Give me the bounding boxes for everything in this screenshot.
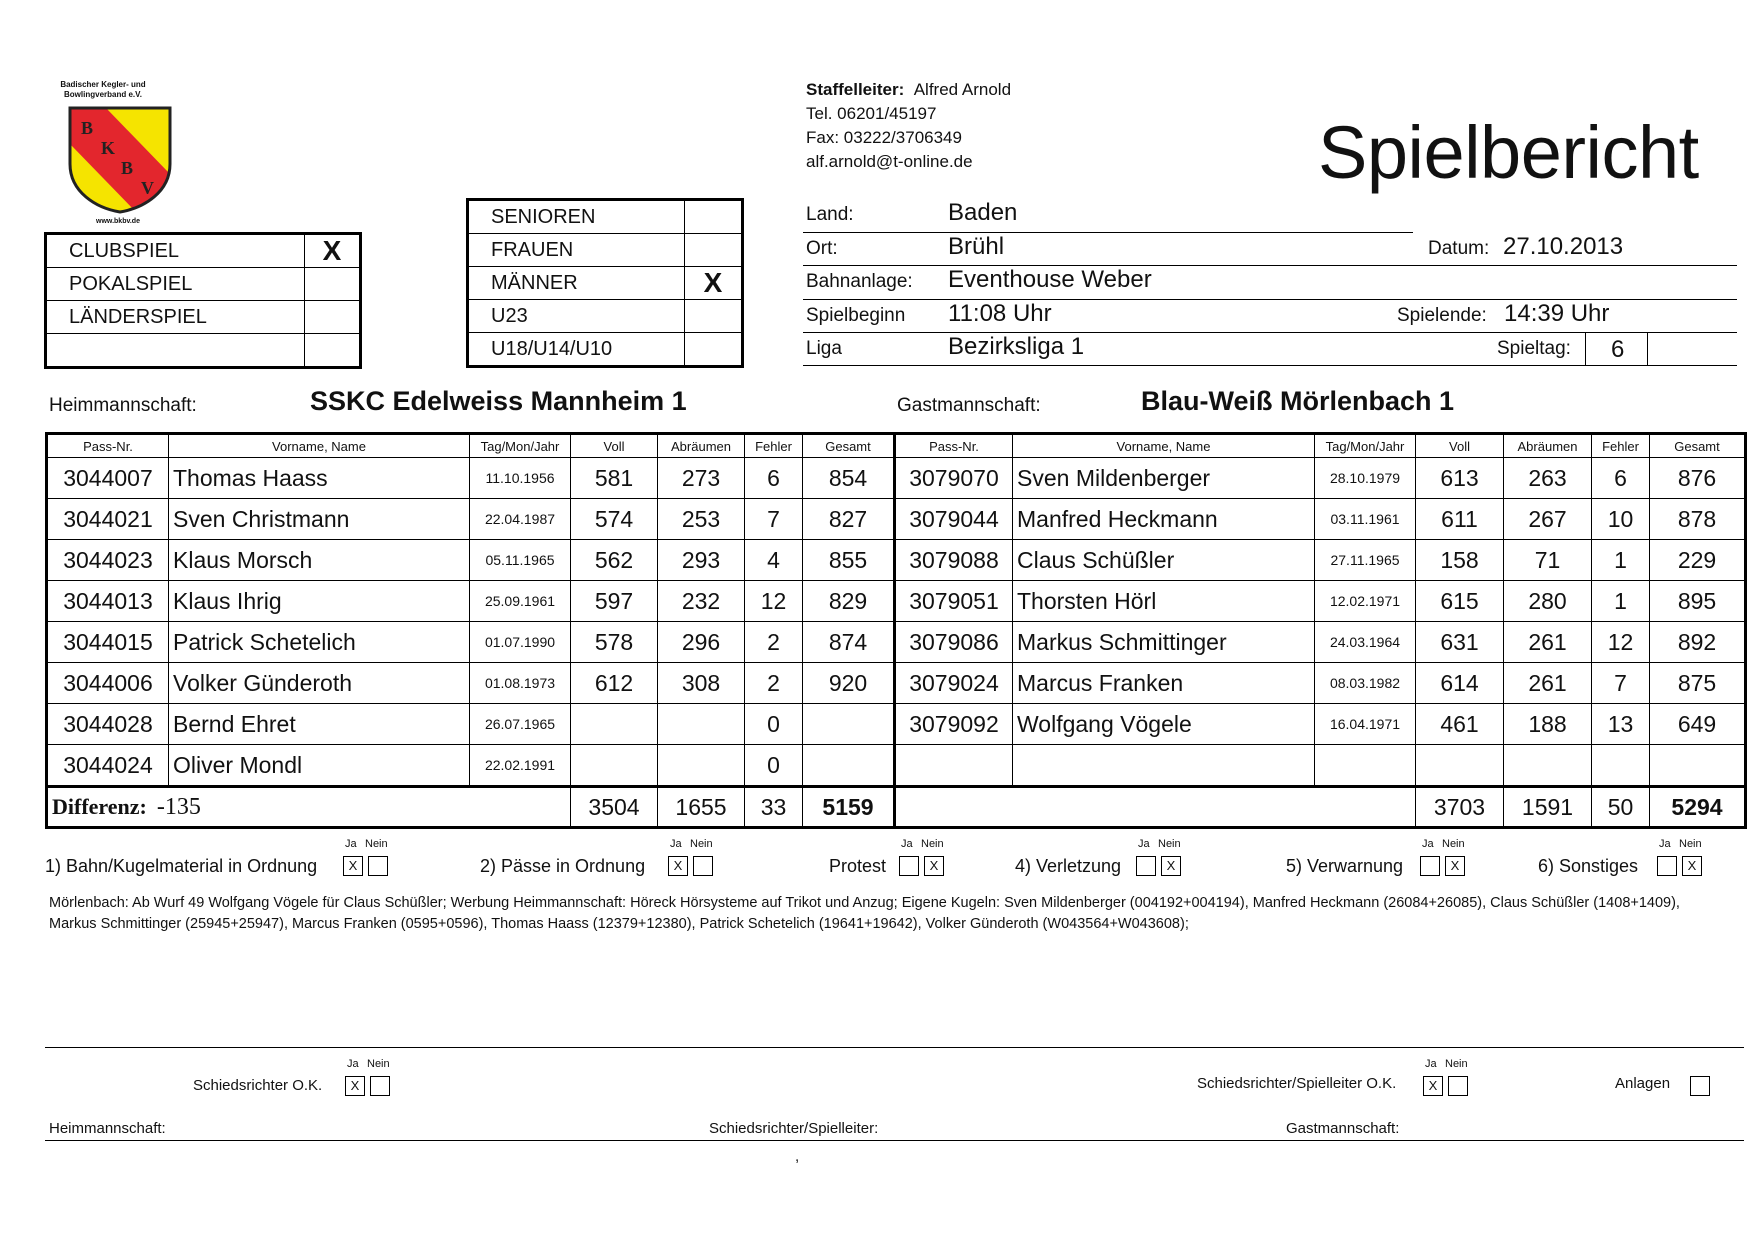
home-gesamt: 920 [803, 663, 895, 704]
logo-letter-b2: B [121, 158, 134, 178]
player-row [47, 540, 1746, 581]
check-nein-checkbox[interactable] [693, 856, 713, 876]
totals-row [47, 787, 1746, 828]
guest-pass-nr: 3079024 [895, 663, 1013, 704]
anlagen-checkbox[interactable] [1690, 1076, 1710, 1096]
results-header-row [47, 434, 1746, 458]
guest-fehler: 6 [1592, 458, 1650, 499]
spielbeginn-value: 11:08 Uhr [948, 300, 1052, 327]
check-ja-checkbox[interactable] [1657, 856, 1677, 876]
home-pass-nr: 3044013 [47, 581, 169, 622]
guest-gesamt: 229 [1650, 540, 1746, 581]
home-gesamt [803, 745, 895, 787]
check-ja-checkbox[interactable] [1136, 856, 1156, 876]
guest-pass-nr: 3079044 [895, 499, 1013, 540]
guest-birth-date: 16.04.1971 [1315, 704, 1416, 745]
home-pass-nr: 3044015 [47, 622, 169, 663]
contact-name: Alfred Arnold [913, 80, 1012, 99]
guest-fehler: 12 [1592, 622, 1650, 663]
category-row [468, 333, 743, 367]
home-total-fehler: 33 [745, 787, 803, 828]
nein-label: Nein [921, 838, 944, 850]
home-pass-nr: 3044021 [47, 499, 169, 540]
guest-abraeumen: 263 [1504, 458, 1592, 499]
home-birth-date: 22.04.1987 [470, 499, 571, 540]
home-abraeumen: 232 [658, 581, 745, 622]
liga-label: Liga [806, 338, 842, 359]
player-row [47, 704, 1746, 745]
guest-voll: 631 [1416, 622, 1504, 663]
ort-value: Brühl [948, 233, 1005, 260]
home-gesamt: 827 [803, 499, 895, 540]
guest-gesamt: 878 [1650, 499, 1746, 540]
check-ja-checkbox[interactable]: X [343, 856, 363, 876]
guest-abraeumen: 280 [1504, 581, 1592, 622]
guest-voll: 614 [1416, 663, 1504, 704]
datum-label: Datum: [1428, 238, 1490, 259]
guest-gesamt: 876 [1650, 458, 1746, 499]
spielende-label: Spielende: [1397, 305, 1487, 326]
guest-gesamt [1650, 745, 1746, 787]
check-item-label: 6) Sonstiges [1538, 856, 1639, 876]
home-gesamt: 874 [803, 622, 895, 663]
home-voll: 612 [571, 663, 658, 704]
home-player-name: Klaus Morsch [169, 540, 470, 581]
col-header: Fehler [1592, 434, 1650, 458]
col-header: Pass-Nr. [47, 434, 169, 458]
guest-birth-date: 03.11.1961 [1315, 499, 1416, 540]
game-type-mark[interactable] [305, 301, 361, 334]
guest-birth-date: 12.02.1971 [1315, 581, 1416, 622]
home-fehler: 0 [745, 745, 803, 787]
home-player-name: Klaus Ihrig [169, 581, 470, 622]
results-body [47, 458, 1746, 787]
ja-label: Ja [1659, 838, 1671, 850]
category-row [468, 300, 743, 333]
col-header: Abräumen [658, 434, 745, 458]
guest-total-voll: 3703 [1416, 787, 1504, 828]
check-item-label: 2) Pässe in Ordnung [480, 856, 646, 876]
home-team-name: SSKC Edelweiss Mannheim 1 [310, 386, 687, 416]
ja-label: Ja [347, 1058, 359, 1070]
home-abraeumen [658, 704, 745, 745]
guest-player-name [1013, 745, 1315, 787]
check-ja-checkbox[interactable] [899, 856, 919, 876]
col-header: Gesamt [1650, 434, 1746, 458]
home-pass-nr: 3044007 [47, 458, 169, 499]
guest-player-name: Marcus Franken [1013, 663, 1315, 704]
ja-label: Ja [1422, 838, 1434, 850]
page-title: Spielbericht [1318, 111, 1699, 194]
results-table [45, 432, 1747, 829]
game-type-label: POKALSPIEL [46, 268, 305, 301]
home-player-name: Oliver Mondl [169, 745, 470, 787]
guest-pass-nr: 3079086 [895, 622, 1013, 663]
home-abraeumen: 253 [658, 499, 745, 540]
check-ja-checkbox[interactable] [1420, 856, 1440, 876]
difference-value: -135 [156, 794, 201, 820]
game-type-label [46, 334, 305, 368]
player-row [47, 499, 1746, 540]
bahnanlage-value: Eventhouse Weber [948, 266, 1152, 293]
player-row [47, 581, 1746, 622]
home-birth-date: 11.10.1956 [470, 458, 571, 499]
contact-email[interactable]: alf.arnold@t-online.de [806, 152, 973, 171]
check-item-label: 4) Verletzung [1015, 856, 1122, 876]
guest-abraeumen: 261 [1504, 663, 1592, 704]
col-header: Tag/Mon/Jahr [470, 434, 571, 458]
check-nein-checkbox[interactable]: X [1682, 856, 1702, 876]
contact-label: Staffelleiter: [806, 80, 905, 99]
guest-voll: 461 [1416, 704, 1504, 745]
home-team-label: Heimmannschaft: [49, 395, 197, 416]
col-header: Voll [571, 434, 658, 458]
home-birth-date: 22.02.1991 [470, 745, 571, 787]
footer-mark: , [795, 1148, 800, 1165]
check-item-label: 5) Verwarnung [1286, 856, 1404, 876]
home-gesamt: 855 [803, 540, 895, 581]
home-voll: 597 [571, 581, 658, 622]
difference-label: Differenz: [52, 794, 147, 819]
category-row [468, 267, 743, 300]
check-nein-checkbox[interactable]: X [1445, 856, 1465, 876]
liga-value: Bezirksliga 1 [948, 333, 1085, 360]
signature-home-label: Heimmannschaft: [49, 1120, 166, 1137]
guest-abraeumen: 267 [1504, 499, 1592, 540]
contact-fax: Fax: 03222/3706349 [806, 128, 962, 147]
bahnanlage-label: Bahnanlage: [806, 271, 913, 292]
category-label: U23 [468, 300, 685, 333]
game-type-label: CLUBSPIEL [46, 234, 305, 268]
home-pass-nr: 3044006 [47, 663, 169, 704]
nein-label: Nein [365, 838, 388, 850]
guest-voll: 158 [1416, 540, 1504, 581]
guest-gesamt: 892 [1650, 622, 1746, 663]
guest-pass-nr: 3079092 [895, 704, 1013, 745]
land-value: Baden [948, 199, 1018, 226]
datum-value: 27.10.2013 [1503, 233, 1624, 260]
spielbeginn-label: Spielbeginn [806, 305, 906, 326]
home-abraeumen: 273 [658, 458, 745, 499]
nein-label: Nein [1679, 838, 1702, 850]
col-header: Pass-Nr. [895, 434, 1013, 458]
category-mark[interactable] [685, 200, 743, 234]
home-fehler: 6 [745, 458, 803, 499]
ja-label: Ja [670, 838, 682, 850]
player-row [47, 622, 1746, 663]
check-nein-checkbox[interactable] [368, 856, 388, 876]
guest-player-name: Manfred Heckmann [1013, 499, 1315, 540]
home-player-name: Sven Christmann [169, 499, 470, 540]
ref-leader-nein-checkbox[interactable] [1448, 1076, 1468, 1096]
nein-label: Nein [1445, 1058, 1468, 1070]
category-label: U18/U14/U10 [468, 333, 685, 367]
remarks-text: Mörlenbach: Ab Wurf 49 Wolfgang Vögele für Claus Schüßler; Werbung Heimmannschaft: Höreck Hörsysteme auf Trikot und Anzug; Eigene Kugeln: Sven Mildenberger (004192+004194), Manfred Heckmann (26084+26085), Claus Schüßler (1408+1409), Markus Schmittinger (25945+25947), Marcus Franken (0595+0596), Thomas Haass (12379+12380), Patrick Schetelich (19641+19642), Volker Günderoth (W043564+W043608); [49, 895, 1680, 932]
nein-label: Nein [367, 1058, 390, 1070]
nein-label: Nein [690, 838, 713, 850]
home-gesamt [803, 704, 895, 745]
guest-pass-nr: 3079051 [895, 581, 1013, 622]
ref-leader-ok-label: Schiedsrichter/Spielleiter O.K. [1197, 1075, 1397, 1092]
game-type-mark[interactable] [305, 268, 361, 301]
logo-org-name [48, 80, 158, 100]
home-voll [571, 745, 658, 787]
home-voll: 581 [571, 458, 658, 499]
category-mark[interactable] [685, 333, 743, 367]
guest-player-name: Sven Mildenberger [1013, 458, 1315, 499]
player-row [47, 745, 1746, 787]
home-pass-nr: 3044023 [47, 540, 169, 581]
land-label: Land: [806, 204, 854, 225]
guest-abraeumen [1504, 745, 1592, 787]
guest-voll: 613 [1416, 458, 1504, 499]
home-voll: 574 [571, 499, 658, 540]
game-type-label: LÄNDERSPIEL [46, 301, 305, 334]
category-label: FRAUEN [468, 234, 685, 267]
guest-birth-date: 27.11.1965 [1315, 540, 1416, 581]
logo-letter-k: K [101, 138, 116, 158]
guest-fehler: 7 [1592, 663, 1650, 704]
home-gesamt: 829 [803, 581, 895, 622]
home-player-name: Bernd Ehret [169, 704, 470, 745]
col-header: Gesamt [803, 434, 895, 458]
guest-player-name: Wolfgang Vögele [1013, 704, 1315, 745]
home-voll [571, 704, 658, 745]
game-type-row [46, 301, 361, 334]
ja-label: Ja [1138, 838, 1150, 850]
col-header: Vorname, Name [169, 434, 470, 458]
home-birth-date: 25.09.1961 [470, 581, 571, 622]
ref-leader-ja-checkbox[interactable]: X [1423, 1076, 1443, 1096]
category-box [466, 198, 744, 368]
ref-ok-label: Schiedsrichter O.K. [193, 1077, 323, 1094]
check-item-label: 1) Bahn/Kugelmaterial in Ordnung [45, 856, 318, 876]
home-player-name: Patrick Schetelich [169, 622, 470, 663]
category-row [468, 234, 743, 267]
guest-gesamt: 649 [1650, 704, 1746, 745]
player-row [47, 663, 1746, 704]
home-pass-nr: 3044028 [47, 704, 169, 745]
guest-pass-nr: 3079070 [895, 458, 1013, 499]
home-fehler: 2 [745, 663, 803, 704]
home-fehler: 4 [745, 540, 803, 581]
guest-player-name: Markus Schmittinger [1013, 622, 1315, 663]
guest-voll: 615 [1416, 581, 1504, 622]
home-total-voll: 3504 [571, 787, 658, 828]
guest-birth-date: 24.03.1964 [1315, 622, 1416, 663]
logo-url: www.bkbv.de [96, 218, 140, 225]
guest-fehler: 1 [1592, 581, 1650, 622]
game-type-row [46, 334, 361, 368]
nein-label: Nein [1442, 838, 1465, 850]
ref-ok-ja-checkbox[interactable]: X [345, 1076, 365, 1096]
logo-org-line1: Badischer Kegler- und [60, 80, 146, 89]
check-item-label: Protest [829, 856, 887, 876]
player-row [47, 458, 1746, 499]
spieltag-value: 6 [1611, 336, 1625, 363]
contact-block [806, 78, 1011, 174]
guest-voll [1416, 745, 1504, 787]
home-birth-date: 05.11.1965 [470, 540, 571, 581]
guest-birth-date: 28.10.1979 [1315, 458, 1416, 499]
anlagen-label: Anlagen [1615, 1075, 1671, 1092]
category-label: SENIOREN [468, 200, 685, 234]
ja-label: Ja [901, 838, 913, 850]
category-mark[interactable] [685, 234, 743, 267]
game-type-mark[interactable]: X [305, 234, 361, 268]
col-header: Abräumen [1504, 434, 1592, 458]
contact-tel: Tel. 06201/45197 [806, 104, 937, 123]
home-fehler: 0 [745, 704, 803, 745]
home-birth-date: 01.08.1973 [470, 663, 571, 704]
nein-label: Nein [1158, 838, 1181, 850]
ja-label: Ja [1425, 1058, 1437, 1070]
game-type-row [46, 234, 361, 268]
home-fehler: 12 [745, 581, 803, 622]
home-player-name: Thomas Haass [169, 458, 470, 499]
home-player-name: Volker Günderoth [169, 663, 470, 704]
guest-birth-date [1315, 745, 1416, 787]
guest-voll: 611 [1416, 499, 1504, 540]
game-type-box [44, 232, 362, 369]
guest-total-fehler: 50 [1592, 787, 1650, 828]
logo-letter-b1: B [81, 118, 94, 138]
spieltag-label: Spieltag: [1497, 338, 1571, 359]
signature-referee-label: Schiedsrichter/Spielleiter: [709, 1120, 879, 1137]
ja-label: Ja [345, 838, 357, 850]
home-birth-date: 01.07.1990 [470, 622, 571, 663]
home-total-gesamt: 5159 [803, 787, 895, 828]
check-ja-checkbox[interactable]: X [668, 856, 688, 876]
guest-total-abraeumen: 1591 [1504, 787, 1592, 828]
home-voll: 562 [571, 540, 658, 581]
home-fehler: 2 [745, 622, 803, 663]
home-birth-date: 26.07.1965 [470, 704, 571, 745]
col-header: Vorname, Name [1013, 434, 1315, 458]
home-abraeumen [658, 745, 745, 787]
home-abraeumen: 293 [658, 540, 745, 581]
home-total-abraeumen: 1655 [658, 787, 745, 828]
guest-fehler [1592, 745, 1650, 787]
guest-fehler: 13 [1592, 704, 1650, 745]
game-type-row [46, 268, 361, 301]
guest-fehler: 10 [1592, 499, 1650, 540]
guest-pass-nr [895, 745, 1013, 787]
game-type-mark[interactable] [305, 334, 361, 368]
home-gesamt: 854 [803, 458, 895, 499]
logo-letter-v: V [141, 178, 154, 198]
col-header: Fehler [745, 434, 803, 458]
category-mark[interactable]: X [685, 267, 743, 300]
guest-team-label: Gastmannschaft: [897, 395, 1041, 416]
bkbv-logo [66, 104, 174, 216]
guest-pass-nr: 3079088 [895, 540, 1013, 581]
home-fehler: 7 [745, 499, 803, 540]
guest-gesamt: 875 [1650, 663, 1746, 704]
guest-player-name: Thorsten Hörl [1013, 581, 1315, 622]
signature-guest-label: Gastmannschaft: [1286, 1120, 1400, 1137]
col-header: Voll [1416, 434, 1504, 458]
home-abraeumen: 296 [658, 622, 745, 663]
check-nein-checkbox[interactable]: X [924, 856, 944, 876]
guest-player-name: Claus Schüßler [1013, 540, 1315, 581]
ort-label: Ort: [806, 238, 838, 259]
category-label: MÄNNER [468, 267, 685, 300]
guest-abraeumen: 261 [1504, 622, 1592, 663]
col-header: Tag/Mon/Jahr [1315, 434, 1416, 458]
guest-abraeumen: 71 [1504, 540, 1592, 581]
spielende-value: 14:39 Uhr [1504, 300, 1610, 327]
guest-total-gesamt: 5294 [1650, 787, 1746, 828]
check-nein-checkbox[interactable]: X [1161, 856, 1181, 876]
guest-birth-date: 08.03.1982 [1315, 663, 1416, 704]
guest-total-spacer [895, 787, 1416, 828]
guest-team-name: Blau-Weiß Mörlenbach 1 [1141, 386, 1455, 416]
home-voll: 578 [571, 622, 658, 663]
category-row [468, 200, 743, 234]
home-abraeumen: 308 [658, 663, 745, 704]
logo-org-line2: Bowlingverband e.V. [64, 90, 142, 99]
home-pass-nr: 3044024 [47, 745, 169, 787]
ref-ok-nein-checkbox[interactable] [370, 1076, 390, 1096]
difference-cell [47, 787, 571, 828]
guest-fehler: 1 [1592, 540, 1650, 581]
guest-abraeumen: 188 [1504, 704, 1592, 745]
guest-gesamt: 895 [1650, 581, 1746, 622]
category-mark[interactable] [685, 300, 743, 333]
